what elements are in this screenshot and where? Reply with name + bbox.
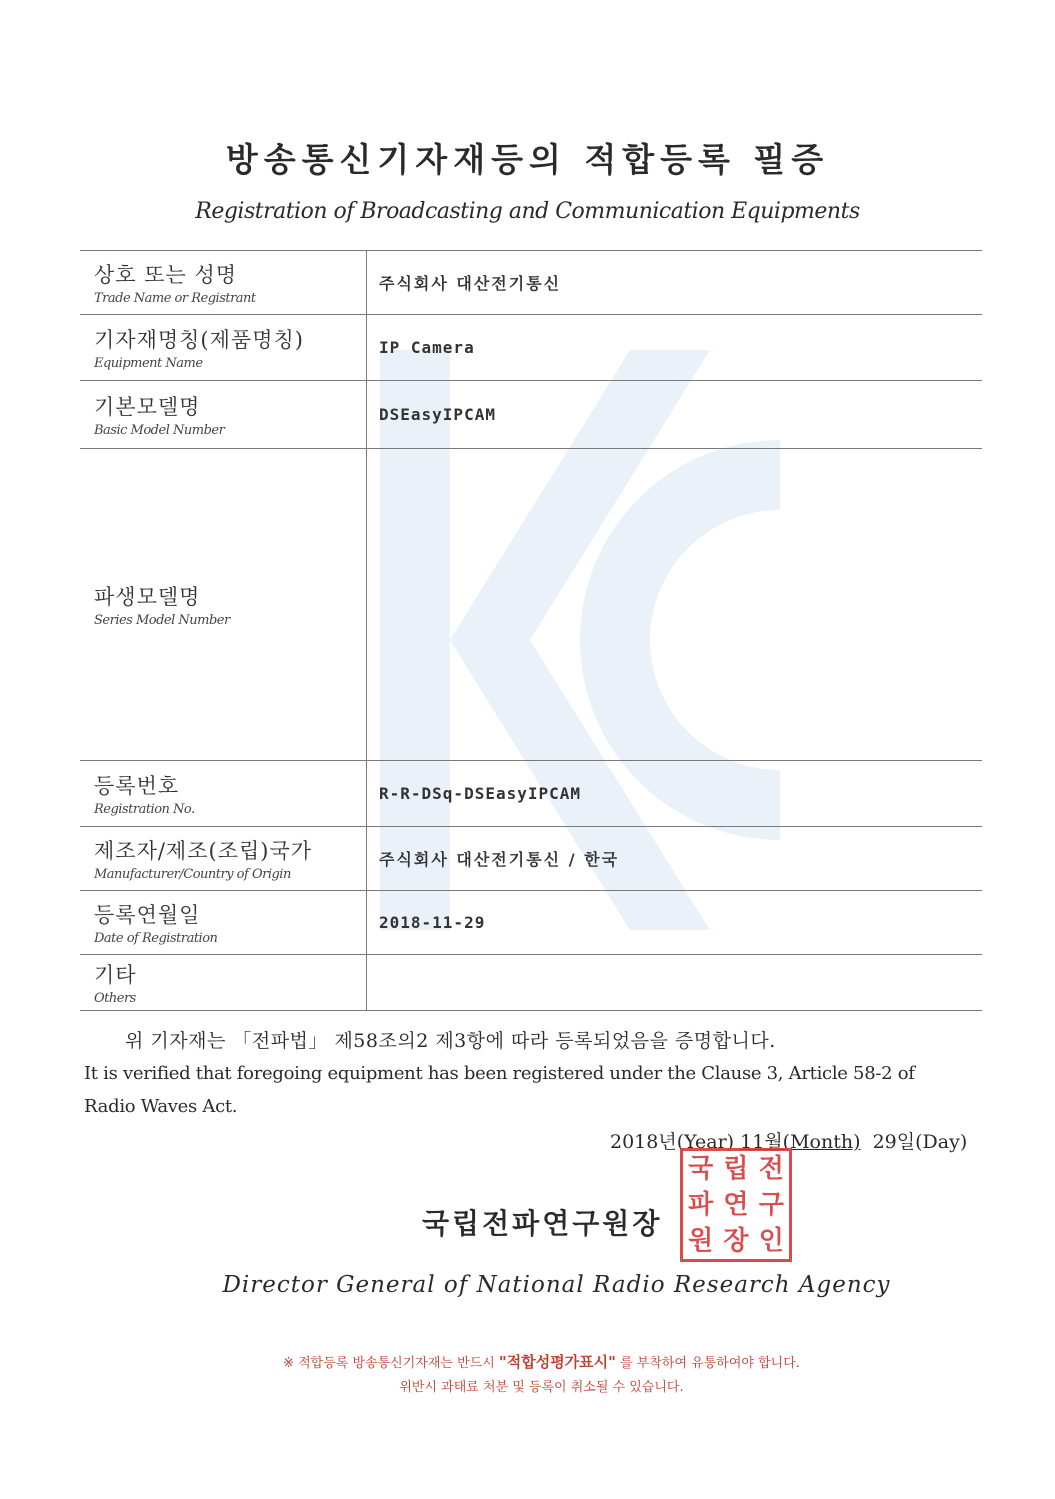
table-row — [80, 449, 982, 761]
notice — [0, 1350, 1055, 1400]
label-korean: 등록연월일 — [94, 903, 201, 927]
label-english: Basic Model Number — [94, 423, 225, 438]
label-english: Others — [94, 991, 136, 1006]
registration-table — [80, 250, 982, 1011]
label-korean: 등록번호 — [94, 774, 180, 798]
seal-char: 립 — [723, 1154, 749, 1184]
table-row — [80, 827, 982, 891]
table-row — [80, 761, 982, 827]
table-row — [80, 251, 982, 315]
statement-english: It is verified that foregoing equipment has been registered under the Clause 3, Article 58-2 of Radio Waves Act. — [84, 1063, 915, 1117]
official-seal-stamp — [680, 1148, 792, 1262]
table-row — [80, 381, 982, 449]
label-korean: 상호 또는 성명 — [94, 263, 238, 287]
registration-number-value: R-R-DSq-DSEasyIPCAM — [367, 761, 983, 827]
issuer-korean: 국립전파연구원장 — [422, 1207, 663, 1240]
label-english: Date of Registration — [94, 931, 218, 946]
label-english: Manufacturer/Country of Origin — [94, 867, 291, 882]
seal-char: 장 — [723, 1226, 749, 1256]
seal-char: 구 — [758, 1190, 784, 1220]
seal-char: 국 — [688, 1154, 714, 1184]
label-korean: 파생모델명 — [94, 585, 201, 609]
seal-char: 원 — [688, 1226, 714, 1256]
seal-char: 인 — [758, 1226, 784, 1256]
notice-suffix: 를 부착하여 유통하여야 합니다. — [620, 1356, 800, 1371]
issuer-english: Director General of National Radio Research Agency — [222, 1272, 891, 1298]
notice-line-1 — [0, 1350, 1055, 1376]
statement-korean: 위 기자재는 「전파법」 제58조의2 제3항에 따라 등록되었음을 증명합니다. — [125, 1030, 776, 1052]
label-korean: 기자재명칭(제품명칭) — [94, 328, 304, 352]
table-row — [80, 891, 982, 955]
seal-char: 연 — [723, 1190, 749, 1220]
label-english: Equipment Name — [94, 356, 203, 371]
registration-date-value: 2018-11-29 — [367, 891, 983, 955]
issue-day: 29일(Day) — [872, 1131, 968, 1153]
manufacturer-value: 주식회사 대산전기통신 / 한국 — [379, 850, 620, 869]
seal-char: 전 — [758, 1154, 784, 1184]
table-row — [80, 315, 982, 381]
trade-name-value: 주식회사 대산전기통신 — [379, 274, 562, 293]
label-korean: 기본모델명 — [94, 395, 201, 419]
label-english: Trade Name or Registrant — [94, 291, 256, 306]
label-korean: 기타 — [94, 963, 137, 987]
notice-prefix: ※ 적합등록 방송통신기자재는 반드시 — [283, 1356, 495, 1371]
others-value — [367, 955, 983, 1011]
label-english: Series Model Number — [94, 613, 230, 628]
basic-model-value: DSEasyIPCAM — [367, 381, 983, 449]
title-korean: 방송통신기자재등의 적합등록 필증 — [225, 140, 830, 179]
equipment-name-value: IP Camera — [367, 315, 983, 381]
issue-month: 11월(Month) — [740, 1131, 861, 1153]
series-model-value — [367, 449, 983, 761]
label-korean: 제조자/제조(조립)국가 — [94, 839, 313, 863]
label-english: Registration No. — [94, 802, 195, 817]
issue-year: 2018년(Year) — [610, 1131, 735, 1153]
notice-line-2: 위반시 과태료 처분 및 등록이 취소될 수 있습니다. — [399, 1380, 684, 1395]
title-english: Registration of Broadcasting and Communication Equipments — [195, 199, 860, 224]
seal-char: 파 — [688, 1190, 714, 1220]
table-row — [80, 955, 982, 1011]
notice-emphasis: "적합성평가표시" — [498, 1353, 616, 1371]
